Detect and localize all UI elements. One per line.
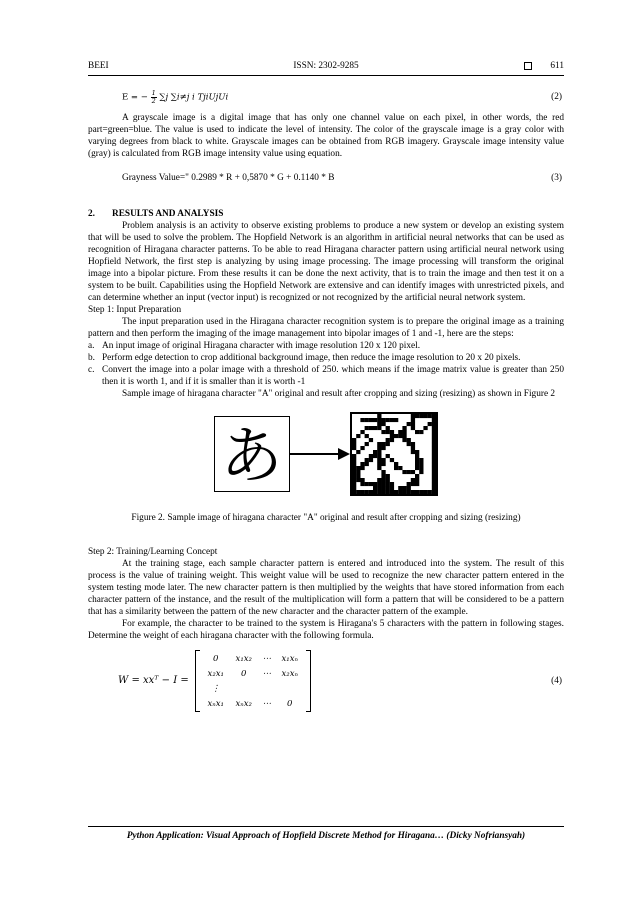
bipolar-pixel (352, 454, 356, 458)
bipolar-pixel (352, 438, 356, 442)
bipolar-pixel (398, 466, 402, 470)
matrix-cell: xₙx₂ (235, 698, 252, 709)
bipolar-pixel (428, 414, 432, 418)
bipolar-pixel (432, 486, 436, 490)
bipolar-pixel (360, 462, 364, 466)
matrix-cell: ⋮ (211, 683, 220, 694)
figure-caption: Figure 2. Sample image of hiragana character "A" original and result after cropping and sizing (resizing) (131, 513, 521, 523)
bipolar-pixel (432, 466, 436, 470)
bipolar-pixel (356, 474, 360, 478)
bipolar-pixel (369, 418, 373, 422)
bipolar-pixel (373, 486, 377, 490)
bipolar-pixel (411, 426, 415, 430)
bipolar-pixel (415, 430, 419, 434)
bipolar-pixel (407, 470, 411, 474)
bipolar-pixel (415, 450, 419, 454)
bipolar-pixel (352, 462, 356, 466)
bipolar-pixel (377, 450, 381, 454)
bipolar-pixel (360, 418, 364, 422)
bipolar-pixel (386, 442, 390, 446)
bipolar-pixel (373, 454, 377, 458)
eq2-frac-num: 1 (151, 89, 156, 97)
bipolar-pixel (419, 430, 423, 434)
bipolar-pixel (377, 490, 381, 494)
eq2-frac-den: 2 (151, 96, 156, 105)
bipolar-pixel (377, 414, 381, 418)
bipolar-pixel (386, 418, 390, 422)
section-heading (88, 208, 564, 220)
bipolar-pixel (360, 430, 364, 434)
bipolar-pixel (415, 454, 419, 458)
bipolar-pixel (394, 490, 398, 494)
bipolar-pixel (373, 490, 377, 494)
bipolar-pixel (377, 446, 381, 450)
bipolar-pixel (352, 474, 356, 478)
bipolar-pixel (356, 466, 360, 470)
bipolar-pixel (377, 454, 381, 458)
bipolar-pixel (352, 470, 356, 474)
bipolar-pixel (369, 482, 373, 486)
bipolar-pixel (381, 470, 385, 474)
bipolar-pixel (398, 430, 402, 434)
matrix-cell: ⋯ (262, 668, 271, 679)
weight-matrix (195, 650, 311, 712)
bipolar-pixel (377, 466, 381, 470)
matrix-right-bracket (306, 650, 311, 712)
bipolar-pixel (428, 422, 432, 426)
bipolar-pixel (411, 482, 415, 486)
bipolar-pixel (365, 462, 369, 466)
list-item-label: a. (88, 341, 95, 351)
original-character-image (214, 416, 290, 492)
bipolar-pixel (365, 434, 369, 438)
bipolar-pixel (369, 490, 373, 494)
bipolar-pixel (386, 430, 390, 434)
bipolar-pixel (373, 426, 377, 430)
bipolar-pixel (356, 470, 360, 474)
equation-3 (88, 172, 564, 184)
bipolar-pixel (381, 430, 385, 434)
bipolar-pixel (381, 442, 385, 446)
bipolar-pixel (432, 490, 436, 494)
bipolar-pixel (352, 466, 356, 470)
bipolar-pixel (390, 438, 394, 442)
bipolar-pixel (402, 438, 406, 442)
bipolar-pixel (373, 418, 377, 422)
bipolar-pixel (356, 490, 360, 494)
bipolar-pixel (377, 482, 381, 486)
equation-2-formula (122, 90, 228, 104)
bipolar-pixel (386, 478, 390, 482)
bipolar-pixel (360, 466, 364, 470)
bipolar-pixel (415, 414, 419, 418)
equation-2 (88, 90, 564, 104)
bipolar-pixel (394, 466, 398, 470)
bipolar-pixel (360, 478, 364, 482)
page-body (88, 90, 564, 712)
paragraph-step2: At the training stage, each sample character pattern is entered and introduced into the system. The result of this process is the value of training weight. This weight value will be used to recognize the new character pattern entered in the system testing mode later. The new character pattern is then multiplied by the weights that have stored information from each character pattern of the instance, and the result of the multiplication will form a pattern that will be considered to be a pattern that has a similarity between the pattern of the new character and the character pattern of the example. (88, 559, 564, 617)
bipolar-pixel (432, 470, 436, 474)
matrix-cell: x₂xₙ (281, 668, 298, 679)
bipolar-pixel (432, 454, 436, 458)
bipolar-pixel (352, 446, 356, 450)
bipolar-pixel (386, 438, 390, 442)
bipolar-pixel (365, 426, 369, 430)
bipolar-pixel (423, 490, 427, 494)
paragraph-analysis: Problem analysis is an activity to observe existing problems to produce a new system or develop an existing system that will be used to solve the problem. The Hopfield Network is an algorithm in artificial neural networks that can be used as recognition of Hiragana character patterns. To be able to read Hiragana character pattern using artificial neural network using Hopfield Network, the first step is analyzing by using image processing. The image processing will transform the original image into a bipolar picture. From these results it can be done the next activity, that is to train the image and then test it on a system to be built. Capabilities using the Hopfield Network are extensive and can identify images with unrestricted pixels, and can determine whether an input (vector input) is recognized or not recognized by the artificial neural network system. (88, 221, 564, 303)
bipolar-pixel (411, 414, 415, 418)
bipolar-pixel (432, 446, 436, 450)
bipolar-pixel (365, 482, 369, 486)
matrix-cell: 0 (241, 668, 247, 679)
bipolar-pixel (407, 442, 411, 446)
list-item (88, 352, 564, 364)
list-item-label: c. (88, 365, 95, 375)
paragraph-example: For example, the character to be trained to the system is Hiragana's 5 characters with the pattern in following stages. Determine the weight of each hiragana character with the following formula. (88, 619, 564, 641)
section-number: 2. (88, 209, 95, 219)
bipolar-pixel (411, 418, 415, 422)
bipolar-pixel (369, 454, 373, 458)
bipolar-pixel (377, 422, 381, 426)
bipolar-pixel (381, 478, 385, 482)
bipolar-pixel (386, 454, 390, 458)
bipolar-pixel (411, 470, 415, 474)
bipolar-pixel (398, 434, 402, 438)
equation-2-number: (2) (551, 92, 562, 102)
bipolar-pixel (415, 478, 419, 482)
bipolar-pixel (377, 458, 381, 462)
bipolar-pixel (352, 486, 356, 490)
bipolar-pixel (411, 450, 415, 454)
bipolar-pixel (381, 486, 385, 490)
bipolar-pixel (390, 482, 394, 486)
matrix-cell: 0 (287, 698, 293, 709)
paragraph-grayscale: A grayscale image is a digital image that has only one channel value on each pixel, in other words, the red part=green=blue. The value is used to indicate the level of intensity. The color of the grayscale image is a gray color with varying degrees from black to white. Grayscale images can be obtained from RGB imagery. Grayscale image intensity value (gray) is calculated from RGB image intensity value using equation. (88, 113, 564, 159)
bipolar-pixel (360, 482, 364, 486)
bipolar-pixel (390, 458, 394, 462)
bipolar-pixel (352, 490, 356, 494)
bipolar-pixel (386, 482, 390, 486)
original-character-glyph: あ (220, 419, 283, 490)
bipolar-pixel (360, 446, 364, 450)
bipolar-pixel (381, 482, 385, 486)
bipolar-pixel (377, 442, 381, 446)
list-item-label: b. (88, 353, 95, 363)
bipolar-pixel (432, 474, 436, 478)
eq2-lhs: E = − (122, 92, 148, 103)
bipolar-pixel (411, 490, 415, 494)
bipolar-pixel (411, 442, 415, 446)
bipolar-pixel (432, 414, 436, 418)
matrix-cell: x₁xₙ (281, 653, 298, 664)
bipolar-pixel (428, 490, 432, 494)
bipolar-pixel (432, 426, 436, 430)
bipolar-pixel (432, 462, 436, 466)
bipolar-pixel (407, 486, 411, 490)
bipolar-pixel (432, 430, 436, 434)
equation-3-number: (3) (551, 173, 562, 183)
bipolar-pixel (386, 426, 390, 430)
bipolar-pixel (402, 426, 406, 430)
bipolar-pixel (411, 422, 415, 426)
bipolar-pixel (402, 470, 406, 474)
bipolar-pixel (415, 458, 419, 462)
bipolar-pixel (356, 478, 360, 482)
section-title: RESULTS AND ANALYSIS (112, 209, 224, 219)
page-number: 611 (550, 61, 564, 71)
bipolar-pixel (373, 482, 377, 486)
bipolar-pixel (381, 422, 385, 426)
matrix-cell: x₁x₂ (235, 653, 252, 664)
list-item-text: Convert the image into a polar image with a threshold of 250. which means if the image matrix value is greater than 250 then it is worth 1, and if it is smaller than it is worth -1 (102, 365, 564, 387)
bipolar-pixel (377, 418, 381, 422)
bipolar-pixel (432, 418, 436, 422)
bipolar-pixel (415, 462, 419, 466)
bipolar-pixel (419, 470, 423, 474)
bipolar-pixel (373, 450, 377, 454)
bipolar-pixel (415, 482, 419, 486)
bipolar-pixel (419, 458, 423, 462)
list-item (88, 340, 564, 352)
bipolar-pixel (369, 426, 373, 430)
bipolar-pixel (419, 414, 423, 418)
bipolar-pixel (381, 418, 385, 422)
bipolar-pixel (377, 486, 381, 490)
bipolar-pixel (394, 418, 398, 422)
bipolar-pixel (407, 422, 411, 426)
bipolar-pixel (415, 474, 419, 478)
bipolar-pixel (390, 434, 394, 438)
bipolar-pixel (352, 442, 356, 446)
bipolar-pixel (432, 422, 436, 426)
bipolar-pixel (432, 434, 436, 438)
bipolar-pixel (423, 426, 427, 430)
bipolar-pixel (432, 450, 436, 454)
bipolar-pixel (402, 490, 406, 494)
bipolar-pixel (352, 482, 356, 486)
bipolar-pixel (407, 482, 411, 486)
bipolar-pixel (411, 478, 415, 482)
bipolar-character-image (350, 412, 438, 496)
bipolar-pixel (402, 486, 406, 490)
bipolar-pixel (360, 490, 364, 494)
matrix-cell: x₂x₁ (207, 668, 224, 679)
bipolar-pixel (394, 462, 398, 466)
bipolar-pixel (390, 430, 394, 434)
bipolar-pixel (356, 450, 360, 454)
bipolar-pixel (398, 486, 402, 490)
eq4-lhs: W = xxᵀ − I = (118, 675, 189, 686)
equation-4 (88, 650, 564, 712)
bipolar-pixel (415, 466, 419, 470)
step1-title: Step 1: Input Preparation (88, 305, 182, 315)
bipolar-pixel (390, 418, 394, 422)
bipolar-pixel (390, 490, 394, 494)
bipolar-pixel (386, 486, 390, 490)
equation-3-formula: Grayness Value=" 0.2989 * R + 0,5870 * G + 0.1140 * B (122, 173, 335, 183)
matrix-cell: 0 (213, 653, 219, 664)
paragraph-step1: The input preparation used in the Hiragana character recognition system is to prepare the original image as a training pattern and then perform the imaging of the image management into bipolar images of 1 and -1, here are the steps: (88, 317, 564, 339)
bipolar-pixel (377, 426, 381, 430)
checkbox-square-icon (524, 62, 532, 70)
original-character-svg (215, 417, 288, 490)
eq2-fraction (151, 90, 157, 104)
bipolar-pixel (381, 474, 385, 478)
bipolar-pixel (419, 462, 423, 466)
running-footer: Python Application: Visual Approach of Hopfield Discrete Method for Hiragana… (Dicky Nofriansyah) (126, 831, 526, 841)
bipolar-pixel (369, 438, 373, 442)
bipolar-pixel (402, 434, 406, 438)
matrix-cells (200, 651, 306, 711)
bipolar-pixel (365, 442, 369, 446)
bipolar-pixel (381, 458, 385, 462)
bipolar-pixel (432, 442, 436, 446)
equation-4-formula (118, 650, 311, 712)
page-number-group (524, 60, 564, 72)
bipolar-pixel (432, 438, 436, 442)
bipolar-pixel (365, 458, 369, 462)
bipolar-pixel (394, 434, 398, 438)
matrix-cell: ⋯ (262, 698, 271, 709)
bipolar-pixel (419, 466, 423, 470)
bipolar-pixel (419, 490, 423, 494)
equation-4-number: (4) (551, 676, 562, 686)
matrix-cell: ⋯ (262, 653, 271, 664)
bipolar-pixel (423, 414, 427, 418)
bipolar-pixel (381, 490, 385, 494)
list-item-text: Perform edge detection to crop additional background image, then reduce the image resolution to 20 x 20 pixels. (102, 353, 521, 363)
bipolar-pixel (407, 438, 411, 442)
list-item (88, 364, 564, 388)
bipolar-grid-svg (352, 414, 436, 494)
bipolar-pixel (381, 462, 385, 466)
bipolar-pixel (386, 474, 390, 478)
issn: ISSN: 2302-9285 (293, 61, 359, 71)
eq2-rhs: ∑j ∑i≠j i TjiUjUi (159, 92, 229, 103)
bipolar-pixel (352, 458, 356, 462)
running-header (88, 60, 564, 72)
bipolar-pixel (411, 446, 415, 450)
matrix-cell: xₙx₁ (207, 698, 224, 709)
bipolar-pixel (365, 490, 369, 494)
step2-title: Step 2: Training/Learning Concept (88, 547, 218, 557)
bipolar-pixel (377, 478, 381, 482)
journal-name: BEEI (88, 61, 109, 71)
bipolar-pixel (415, 490, 419, 494)
bipolar-pixel (377, 462, 381, 466)
steps-list (88, 340, 564, 388)
paragraph-sample: Sample image of hiragana character "A" original and result after cropping and sizing (resizing) as shown in Figure 2 (122, 389, 556, 399)
bipolar-pixel (352, 478, 356, 482)
bipolar-pixel (356, 434, 360, 438)
bipolar-pixel (432, 458, 436, 462)
list-item-text: An input image of original Hiragana character with image resolution 120 x 120 pixel. (102, 341, 421, 351)
bipolar-pixel (432, 478, 436, 482)
bipolar-pixel (398, 490, 402, 494)
figure-2 (88, 410, 564, 498)
bipolar-pixel (386, 490, 390, 494)
header-rule (88, 75, 564, 76)
bipolar-pixel (432, 482, 436, 486)
bipolar-pixel (402, 430, 406, 434)
bipolar-pixel (390, 486, 394, 490)
bipolar-pixel (365, 418, 369, 422)
arrow-right-icon (290, 444, 350, 464)
bipolar-pixel (407, 490, 411, 494)
bipolar-pixel (381, 446, 385, 450)
bipolar-pixel (369, 458, 373, 462)
footer-rule (88, 826, 564, 827)
